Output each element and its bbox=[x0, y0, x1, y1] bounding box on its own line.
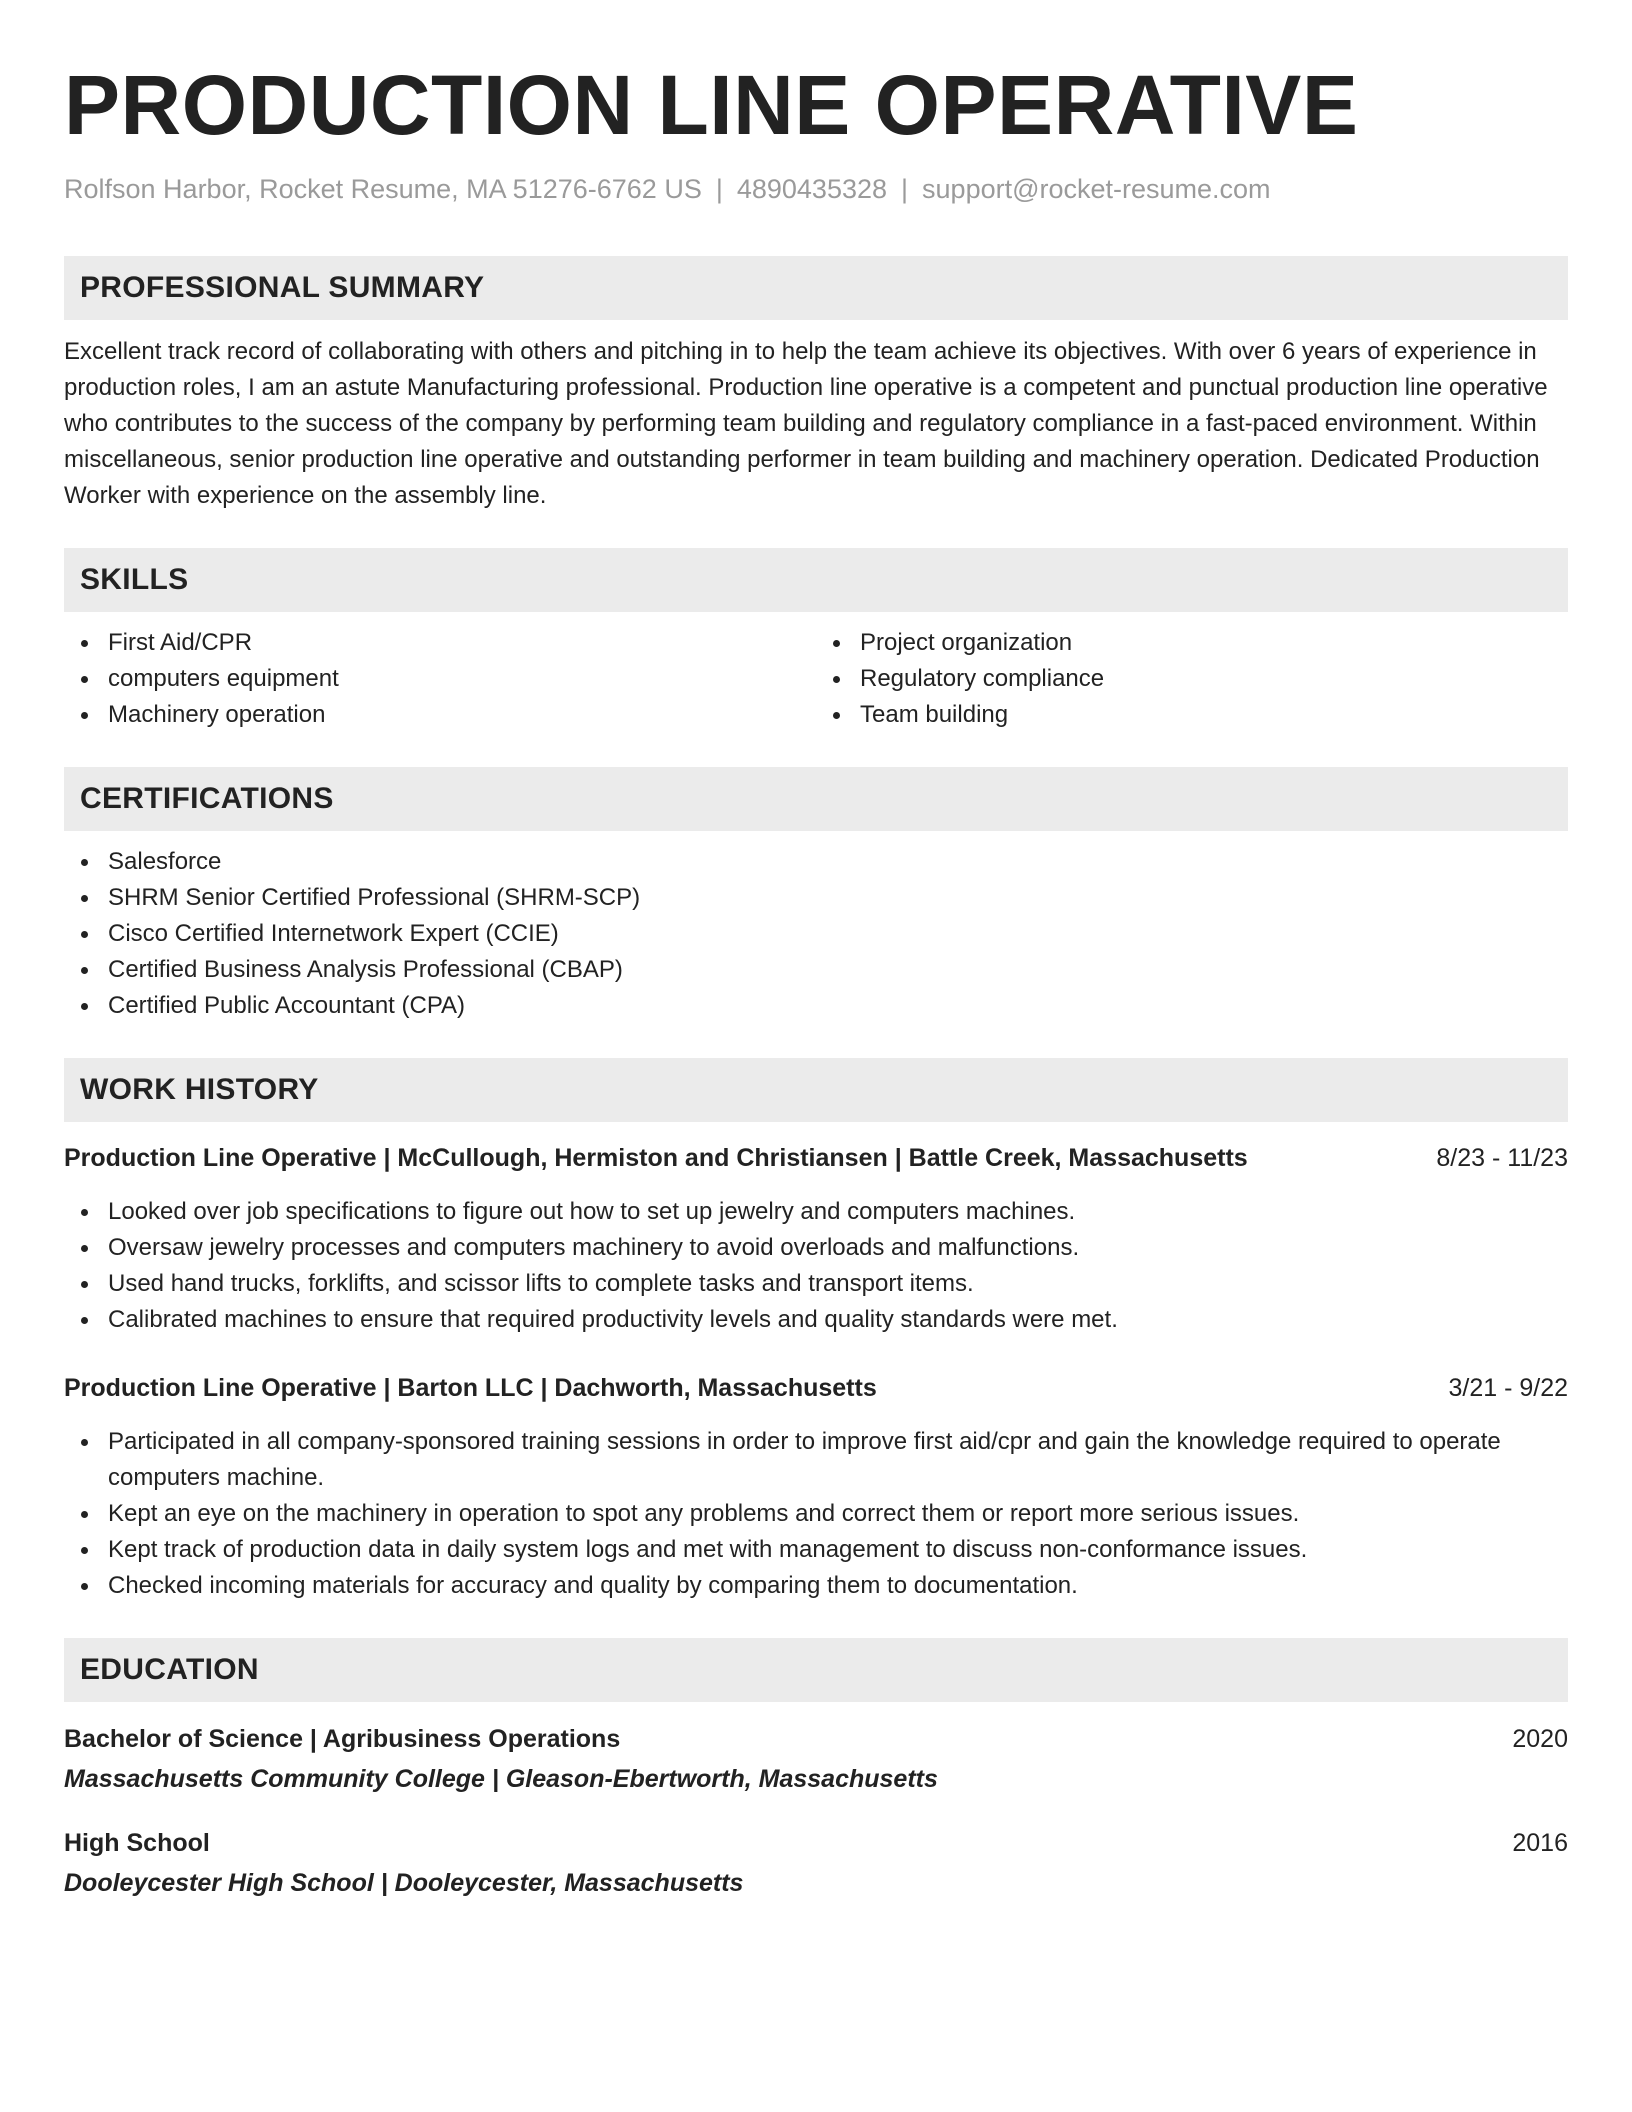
contact-email: support@rocket-resume.com bbox=[922, 174, 1271, 204]
job-entry bbox=[64, 1140, 1568, 1338]
education-degree: Bachelor of Science | Agribusiness Operations bbox=[64, 1725, 621, 1753]
summary-text: Excellent track record of collaborating with others and pitching in to help the team achieve its objectives. With over 6 years of experience in production roles, I am an astute Manufacturing professional. Production line operative is a competent and punctual production line operative who contributes to the success of the company by performing team building and regulatory compliance in a fast-paced environment. Within miscellaneous, senior production line operative and outstanding performer in team building and machinery operation. Dedicated Production Worker with experience on the assembly line. bbox=[64, 338, 1548, 509]
skill-item: Machinery operation bbox=[64, 697, 816, 733]
section-heading-education: EDUCATION bbox=[64, 1638, 1568, 1702]
contact-separator: | bbox=[901, 174, 909, 204]
resume-title: PRODUCTION LINE OPERATIVE bbox=[64, 58, 1359, 152]
job-duty: Looked over job specifications to figure out how to set up jewelry and computers machines. bbox=[64, 1194, 1568, 1230]
job-duty: Kept an eye on the machinery in operation to spot any problems and correct them or report more serious issues. bbox=[64, 1496, 1568, 1532]
education-school: Massachusetts Community College | Gleason-Ebertworth, Massachusetts bbox=[64, 1765, 938, 1793]
job-title: Production Line Operative | Barton LLC | Dachworth, Massachusetts bbox=[64, 1374, 877, 1402]
certification-item: SHRM Senior Certified Professional (SHRM-SCP) bbox=[64, 880, 1568, 916]
education-entry bbox=[64, 1825, 1568, 1901]
skills-list bbox=[64, 625, 1568, 733]
certification-item: Salesforce bbox=[64, 844, 1568, 880]
contact-separator: | bbox=[715, 174, 723, 204]
certification-item: Certified Public Accountant (CPA) bbox=[64, 988, 1568, 1024]
contact-address: Rolfson Harbor, Rocket Resume, MA 51276-6762 US bbox=[64, 174, 702, 204]
job-duty: Checked incoming materials for accuracy and quality by comparing them to documentation. bbox=[64, 1568, 1568, 1604]
skills-column-left bbox=[64, 625, 816, 733]
skill-item: First Aid/CPR bbox=[64, 625, 816, 661]
job-duty: Oversaw jewelry processes and computers machinery to avoid overloads and malfunctions. bbox=[64, 1230, 1568, 1266]
skill-item: computers equipment bbox=[64, 661, 816, 697]
skill-item: Team building bbox=[816, 697, 1568, 733]
education-entry bbox=[64, 1721, 1568, 1797]
job-dates: 3/21 - 9/22 bbox=[1448, 1374, 1568, 1402]
job-entry bbox=[64, 1370, 1568, 1604]
education-year: 2020 bbox=[1512, 1725, 1568, 1753]
skill-item: Project organization bbox=[816, 625, 1568, 661]
certifications-list bbox=[64, 844, 1568, 1024]
section-heading-summary: PROFESSIONAL SUMMARY bbox=[64, 256, 1568, 320]
education-header bbox=[64, 1721, 1568, 1757]
education-header bbox=[64, 1825, 1568, 1861]
job-duties bbox=[64, 1194, 1568, 1338]
skills-column-right bbox=[816, 625, 1568, 733]
job-title: Production Line Operative | McCullough, Hermiston and Christiansen | Battle Creek, Massachusetts bbox=[64, 1144, 1248, 1172]
section-heading-skills: SKILLS bbox=[64, 548, 1568, 612]
certification-item: Certified Business Analysis Professional (CBAP) bbox=[64, 952, 1568, 988]
education-year: 2016 bbox=[1512, 1829, 1568, 1857]
job-header bbox=[64, 1370, 1568, 1406]
contact-phone: 4890435328 bbox=[736, 174, 888, 204]
contact-line bbox=[64, 172, 1568, 206]
job-duty: Participated in all company-sponsored training sessions in order to improve first aid/cpr and gain the knowledge required to operate computers machine. bbox=[64, 1424, 1568, 1496]
job-duty: Calibrated machines to ensure that required productivity levels and quality standards were met. bbox=[64, 1302, 1568, 1338]
job-duties bbox=[64, 1424, 1568, 1604]
job-dates: 8/23 - 11/23 bbox=[1436, 1144, 1568, 1172]
certification-item: Cisco Certified Internetwork Expert (CCIE) bbox=[64, 916, 1568, 952]
skill-item: Regulatory compliance bbox=[816, 661, 1568, 697]
job-header bbox=[64, 1140, 1568, 1176]
section-heading-certifications: CERTIFICATIONS bbox=[64, 767, 1568, 831]
job-duty: Kept track of production data in daily system logs and met with management to discuss non-conformance issues. bbox=[64, 1532, 1568, 1568]
education-degree: High School bbox=[64, 1829, 210, 1857]
section-heading-work-history: WORK HISTORY bbox=[64, 1058, 1568, 1122]
education-school: Dooleycester High School | Dooleycester, Massachusetts bbox=[64, 1869, 744, 1897]
job-duty: Used hand trucks, forklifts, and scissor lifts to complete tasks and transport items. bbox=[64, 1266, 1568, 1302]
